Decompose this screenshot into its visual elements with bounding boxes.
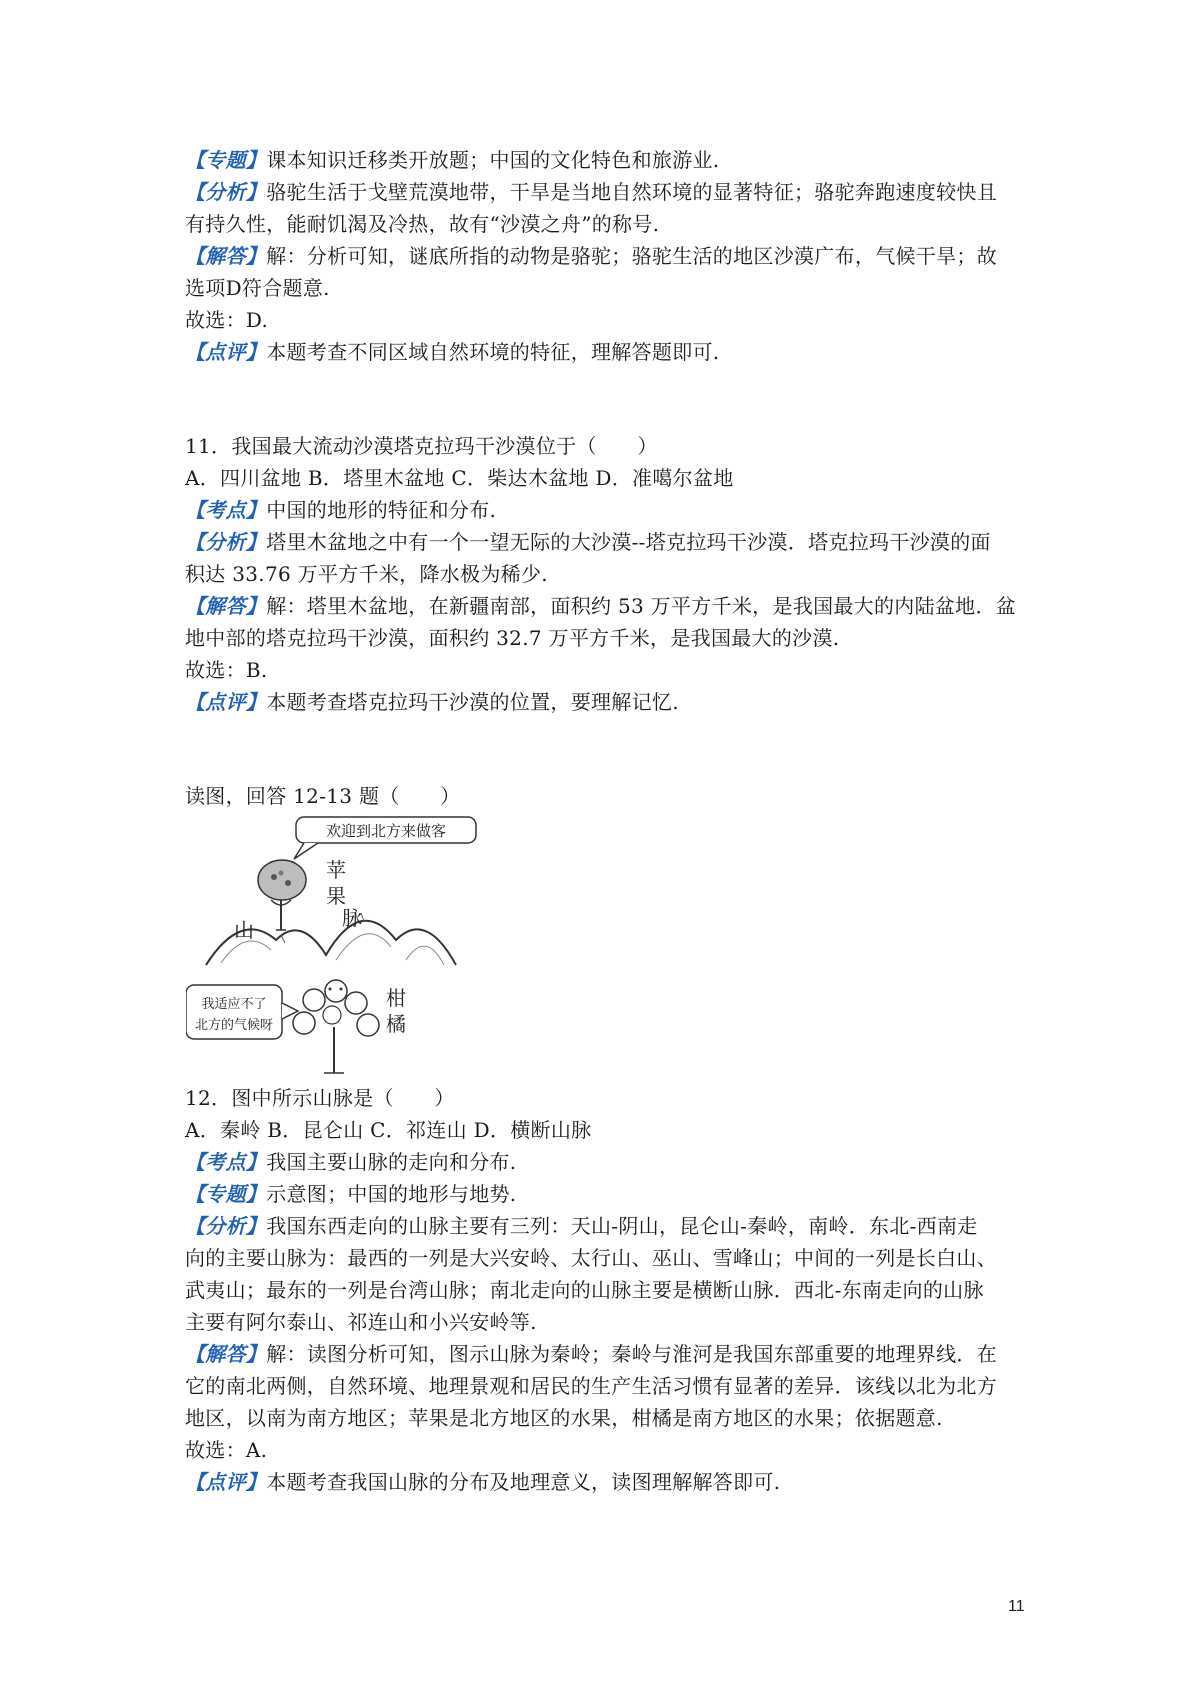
q10-zhuanti-line (185, 145, 719, 175)
q12-zhuanti-line (185, 1179, 516, 1209)
q10-fenxi-line-2: 有持久性，能耐饥渴及冷热，故有“沙漠之舟”的称号. (185, 212, 660, 236)
q12-jieda-line-3: 地区，以南为南方地区；苹果是北方地区的水果，柑橘是南方地区的水果；依据题意. (185, 1406, 943, 1430)
q10-zhuanti-text: 课本知识迁移类开放题；中国的文化特色和旅游业. (266, 148, 720, 172)
jieda-tag: 【解答】 (185, 1342, 267, 1366)
q12-kaodian-line (185, 1147, 516, 1177)
bottom-speech-bubble (186, 985, 298, 1039)
q10-jieda-line-2: 选项D符合题意. (185, 276, 330, 300)
fenxi-tag: 【分析】 (185, 1214, 267, 1238)
q12-jieda-line-2: 它的南北两侧，自然环境、地理景观和居民的生产生活习惯有显著的差异．该线以北为北方 (185, 1374, 997, 1398)
reading-prompt: 读图，回答 12-13 题（ ） (185, 784, 461, 808)
q11-fenxi-text-1: 塔里木盆地之中有一个一望无际的大沙漠--塔克拉玛干沙漠．塔克拉玛干沙漠的面 (266, 530, 991, 554)
q10-dianping-text: 本题考查不同区域自然环境的特征，理解答题即可. (266, 340, 720, 364)
q10-answer: 故选：D. (185, 308, 269, 332)
q11-kaodian-text: 中国的地形的特征和分布. (266, 498, 497, 522)
q12-fenxi-line-4: 主要有阿尔泰山、祁连山和小兴安岭等. (185, 1310, 537, 1334)
q12-fenxi-line-2: 向的主要山脉为：最西的一列是大兴安岭、太行山、巫山、雪峰山；中间的一列是长白山、 (185, 1246, 997, 1270)
q11-jieda-line-2: 地中部的塔克拉玛干沙漠，面积约 32.7 万平方千米，是我国最大的沙漠. (185, 626, 840, 650)
q11-jieda-line-1 (185, 591, 1016, 621)
q10-fenxi-line-1 (185, 177, 997, 207)
q12-fenxi-line-1 (185, 1211, 978, 1241)
q10-fenxi-text-1: 骆驼生活于戈壁荒漠地带，干旱是当地自然环境的显著特征；骆驼奔跑速度较快且 (266, 180, 998, 204)
bubble-top-text: 欢迎到北方来做客 (325, 822, 447, 840)
q12-fenxi-text-1: 我国东西走向的山脉主要有三列：天山-阴山，昆仑山-秦岭，南岭．东北-西南走 (266, 1214, 978, 1238)
q11-kaodian-line (185, 495, 496, 525)
q11-jieda-text-1: 解：塔里木盆地，在新疆南部，面积约 53 万平方千米，是我国最大的内陆盆地．盆 (266, 594, 1017, 618)
jieda-tag: 【解答】 (185, 244, 267, 268)
dianping-tag: 【点评】 (185, 340, 267, 364)
fenxi-tag: 【分析】 (185, 530, 267, 554)
q12-answer: 故选：A. (185, 1438, 268, 1462)
apple-tree-icon (258, 860, 306, 930)
q12-kaodian-text: 我国主要山脉的走向和分布. (266, 1150, 517, 1174)
zhuanti-tag: 【专题】 (185, 1182, 267, 1206)
q10-jieda-text-1: 解：分析可知，谜底所指的动物是骆驼；骆驼生活的地区沙漠广布，气候干旱；故 (266, 244, 998, 268)
q11-answer: 故选：B. (185, 658, 268, 682)
zhuanti-tag: 【专题】 (185, 148, 267, 172)
q10-jieda-line-1 (185, 241, 997, 271)
q11-fenxi-line-2: 积达 33.76 万平方千米，降水极为稀少. (185, 562, 548, 586)
kaodian-tag: 【考点】 (185, 498, 267, 522)
kaodian-tag: 【考点】 (185, 1150, 267, 1174)
page-number: 11 (1008, 1598, 1025, 1615)
q12-zhuanti-text: 示意图；中国的地形与地势. (266, 1182, 517, 1206)
q11-options: A．四川盆地 B．塔里木盆地 C．柴达木盆地 D．准噶尔盆地 (185, 466, 734, 490)
apple-label-1: 苹 (326, 858, 346, 882)
q11-dianping-line (185, 687, 679, 717)
q12-options: A．秦岭 B．昆仑山 C．祁连山 D．横断山脉 (185, 1118, 592, 1142)
q12-jieda-line-1 (185, 1339, 997, 1369)
q10-dianping-line (185, 337, 719, 367)
jieda-tag: 【解答】 (185, 594, 267, 618)
apple-label-2: 果 (326, 884, 346, 908)
q12-dianping-text: 本题考查我国山脉的分布及地理意义，读图理解解答即可. (266, 1470, 781, 1494)
orange-label-2: 橘 (386, 1012, 406, 1036)
dianping-tag: 【点评】 (185, 690, 267, 714)
mountain-label-2: 脉 (342, 906, 362, 930)
bubble-bottom-text-2: 北方的气候呀 (194, 1018, 274, 1033)
q12-jieda-text-1: 解：读图分析可知，图示山脉为秦岭；秦岭与淮河是我国东部重要的地理界线．在 (266, 1342, 998, 1366)
q12-question: 12．图中所示山脉是（ ） (185, 1086, 455, 1110)
orange-tree-icon (293, 980, 379, 1073)
q11-fenxi-line-1 (185, 527, 991, 557)
orange-label-1: 柑 (386, 986, 406, 1010)
dianping-tag: 【点评】 (185, 1470, 267, 1494)
q12-fenxi-line-3: 武夷山；最东的一列是台湾山脉；南北走向的山脉主要是横断山脉．西北-东南走向的山脉 (185, 1278, 984, 1302)
q11-question: 11．我国最大流动沙漠塔克拉玛干沙漠位于（ ） (185, 434, 658, 458)
mountain-label-1: 山 (234, 918, 254, 942)
bubble-bottom-text-1: 我适应不了 (201, 997, 267, 1012)
fenxi-tag: 【分析】 (185, 180, 267, 204)
top-speech-bubble (294, 817, 476, 859)
q12-dianping-line (185, 1467, 780, 1497)
apple-orange-mountain-figure (186, 815, 486, 1080)
q11-dianping-text: 本题考查塔克拉玛干沙漠的位置，要理解记忆. (266, 690, 679, 714)
